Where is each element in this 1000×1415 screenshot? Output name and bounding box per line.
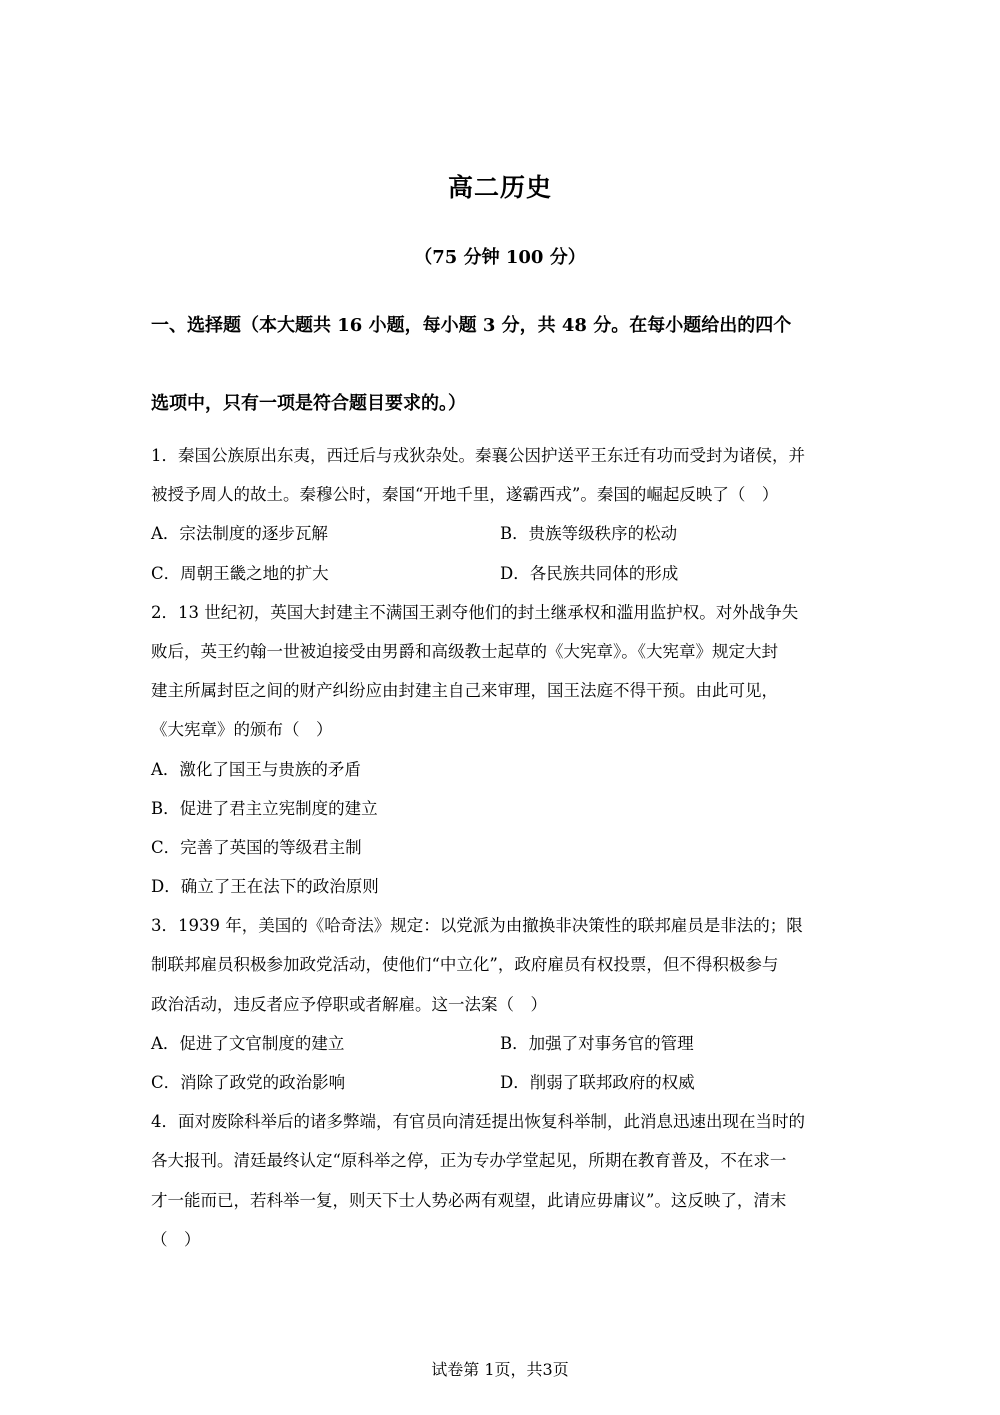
option-row bbox=[151, 1024, 851, 1063]
question-stem-line: 败后，英王约翰一世被迫接受由男爵和高级教士起草的《大宪章》。《大宪章》规定大封 bbox=[151, 641, 778, 661]
question-4 bbox=[151, 1102, 851, 1259]
question-stem-line: 政治活动，违反者应予停职或者解雇。这一法案（ ） bbox=[151, 994, 547, 1014]
option-a: A．宗法制度的逐步瓦解 bbox=[151, 524, 328, 544]
question-stem-line: 3．1939 年，美国的《哈奇法》规定：以党派为由撤换非决策性的联邦雇员是非法的；限 bbox=[151, 916, 803, 936]
page-footer: 试卷第 1页，共3页 bbox=[431, 1360, 569, 1379]
option-d: D．确立了王在法下的政治原则 bbox=[151, 877, 379, 897]
option-row bbox=[151, 554, 851, 593]
section-heading bbox=[151, 287, 851, 443]
question-stem-line: （ ） bbox=[151, 1229, 201, 1249]
option-b: B．加强了对事务官的管理 bbox=[500, 1033, 694, 1053]
option-row bbox=[151, 514, 851, 553]
question-stem-line: 4．面对废除科举后的诸多弊端，有官员向清廷提出恢复科举制，此消息迅速出现在当时的 bbox=[151, 1112, 805, 1132]
option-c: C．完善了英国的等级君主制 bbox=[151, 837, 362, 857]
page-title: 高二历史 bbox=[447, 173, 552, 202]
question-list bbox=[151, 436, 851, 1259]
option-a: A．激化了国王与贵族的矛盾 bbox=[151, 759, 361, 779]
option-a: A．促进了文官制度的建立 bbox=[151, 1033, 345, 1053]
question-1 bbox=[151, 436, 851, 593]
question-stem-line: 各大报刊。清廷最终认定“原科举之停，正为专办学堂起见，所期在教育普及，不在求一 bbox=[151, 1151, 787, 1171]
option-c: C．周朝王畿之地的扩大 bbox=[151, 563, 329, 583]
option-b: B．贵族等级秩序的松动 bbox=[500, 524, 678, 544]
question-stem-line: 制联邦雇员积极参加政党活动，使他们“中立化”，政府雇员有权投票，但不得积极参与 bbox=[151, 955, 779, 975]
section-heading-line: 选项中，只有一项是符合题目要求的。） bbox=[151, 393, 466, 414]
question-stem-line: 2．13 世纪初，英国大封建主不满国王剥夺他们的封土继承权和滥用监护权。对外战争失 bbox=[151, 602, 799, 622]
question-stem-line: 被授予周人的故土。秦穆公时，秦国“开地千里，遂霸西戎”。秦国的崛起反映了（ ） bbox=[151, 485, 779, 505]
option-d: D．各民族共同体的形成 bbox=[500, 563, 679, 583]
question-stem-line: 建主所属封臣之间的财产纠纷应由封建主自己来审理，国王法庭不得干预。由此可见， bbox=[151, 681, 778, 701]
question-stem-line: 1．秦国公族原出东夷，西迁后与戎狄杂处。秦襄公因护送平王东迁有功而受封为诸侯，并 bbox=[151, 446, 805, 465]
option-d: D．削弱了联邦政府的权威 bbox=[500, 1073, 695, 1092]
question-stem-line: 《大宪章》的颁布（ ） bbox=[151, 720, 333, 740]
question-3 bbox=[151, 906, 851, 1102]
option-c: C．消除了政党的政治影响 bbox=[151, 1073, 346, 1092]
section-heading-line: 一、选择题（本大题共 16 小题，每小题 3 分，共 48 分。在每小题给出的四个 bbox=[151, 315, 792, 336]
option-b: B．促进了君主立宪制度的建立 bbox=[151, 798, 378, 818]
question-stem-line: 才一能而已，若科举一复，则天下士人势必两有观望，此请应毋庸议”。这反映了，清末 bbox=[151, 1190, 787, 1210]
option-row bbox=[151, 1063, 851, 1102]
question-2 bbox=[151, 593, 851, 907]
exam-duration-score: （75 分钟 100 分） bbox=[414, 247, 586, 268]
